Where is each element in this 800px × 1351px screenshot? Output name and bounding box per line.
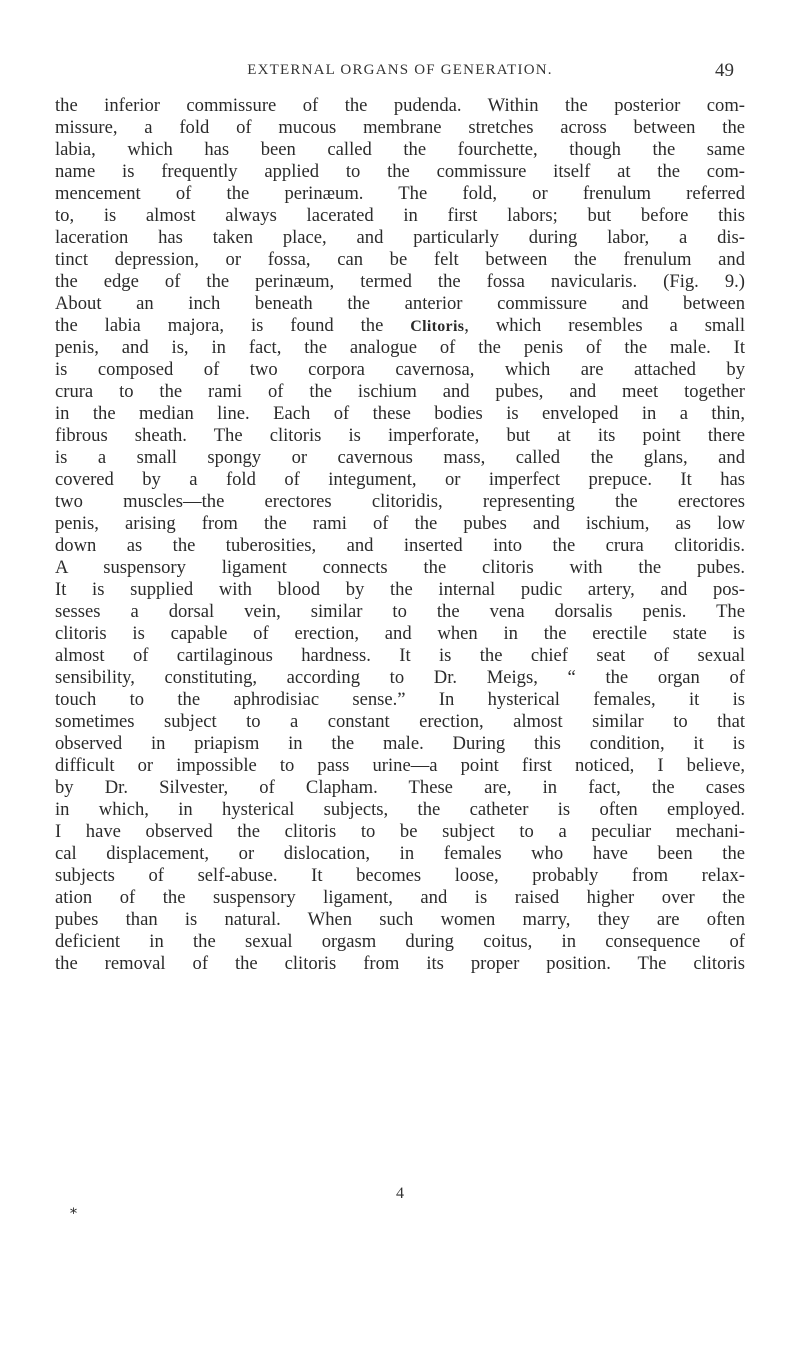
text-line: sesses a dorsal vein, similar to the vena dorsalis penis. The (55, 601, 745, 622)
text-line: the inferior commissure of the pudenda. Within the posterior com- (55, 95, 745, 116)
text-line: name is frequently applied to the commissure itself at the com- (55, 161, 745, 182)
text-line: penis, and is, in fact, the analogue of the penis of the male. It (55, 337, 745, 358)
text-line: mencement of the perinæum. The fold, or frenulum referred (55, 183, 745, 204)
text-line: down as the tuberosities, and inserted into the crura clitoridis. (55, 535, 745, 556)
text-line: is a small spongy or cavernous mass, called the glans, and (55, 447, 745, 468)
text-line: subjects of self-abuse. It becomes loose, probably from relax- (55, 865, 745, 886)
text-line: crura to the rami of the ischium and pubes, and meet together (55, 381, 745, 402)
text-line: to, is almost always lacerated in first labors; but before this (55, 205, 745, 226)
text-line: difficult or impossible to pass urine—a point first noticed, I believe, (55, 755, 745, 776)
stray-mark: * (70, 1206, 77, 1222)
text-line: cal displacement, or dislocation, in females who have been the (55, 843, 745, 864)
text-line: sensibility, constituting, according to Dr. Meigs, “ the organ of (55, 667, 745, 688)
text-line: in the median line. Each of these bodies is enveloped in a thin, (55, 403, 745, 424)
text-line: It is supplied with blood by the internal pudic artery, and pos- (55, 579, 745, 600)
text-line: I have observed the clitoris to be subject to a peculiar mechani- (55, 821, 745, 842)
text-line: almost of cartilaginous hardness. It is the chief seat of sexual (55, 645, 745, 666)
text-segment: , which resembles a small (464, 315, 745, 336)
text-line: A suspensory ligament connects the clitoris with the pubes. (55, 557, 745, 578)
bold-term: Clitoris (410, 318, 465, 335)
text-line: the removal of the clitoris from its proper position. The clitoris (55, 953, 745, 974)
body-text (55, 95, 745, 975)
text-line: covered by a fold of integument, or imperfect prepuce. It has (55, 469, 745, 490)
text-line: clitoris is capable of erection, and when in the erectile state is (55, 623, 745, 644)
text-segment: the labia majora, is found the (55, 315, 411, 336)
page-number: 49 (715, 60, 734, 81)
text-line: tinct depression, or fossa, can be felt between the frenulum and (55, 249, 745, 270)
text-line: laceration has taken place, and particularly during labor, a dis- (55, 227, 745, 248)
text-line: penis, arising from the rami of the pubes and ischium, as low (55, 513, 745, 534)
text-line: sometimes subject to a constant erection, almost similar to that (55, 711, 745, 732)
text-line: ation of the suspensory ligament, and is raised higher over the (55, 887, 745, 908)
text-line: two muscles—the erectores clitoridis, representing the erectores (55, 491, 745, 512)
text-line: deficient in the sexual orgasm during coitus, in consequence of (55, 931, 745, 952)
text-line (55, 315, 745, 337)
text-line: pubes than is natural. When such women marry, they are often (55, 909, 745, 930)
text-line: is composed of two corpora cavernosa, which are attached by (55, 359, 745, 380)
text-line: fibrous sheath. The clitoris is imperforate, but at its point there (55, 425, 745, 446)
text-line: in which, in hysterical subjects, the catheter is often employed. (55, 799, 745, 820)
text-line: About an inch beneath the anterior commissure and between (55, 293, 745, 314)
text-line: by Dr. Silvester, of Clapham. These are, in fact, the cases (55, 777, 745, 798)
text-line: observed in priapism in the male. During this condition, it is (55, 733, 745, 754)
signature-mark: 4 (396, 1185, 404, 1202)
running-head: EXTERNAL ORGANS OF GENERATION. (247, 62, 553, 78)
text-line: the edge of the perinæum, termed the fossa navicularis. (Fig. 9.) (55, 271, 745, 292)
page-header (0, 60, 800, 84)
text-line: missure, a fold of mucous membrane stretches across between the (55, 117, 745, 138)
text-line: touch to the aphrodisiac sense.” In hysterical females, it is (55, 689, 745, 710)
text-line: labia, which has been called the fourchette, though the same (55, 139, 745, 160)
